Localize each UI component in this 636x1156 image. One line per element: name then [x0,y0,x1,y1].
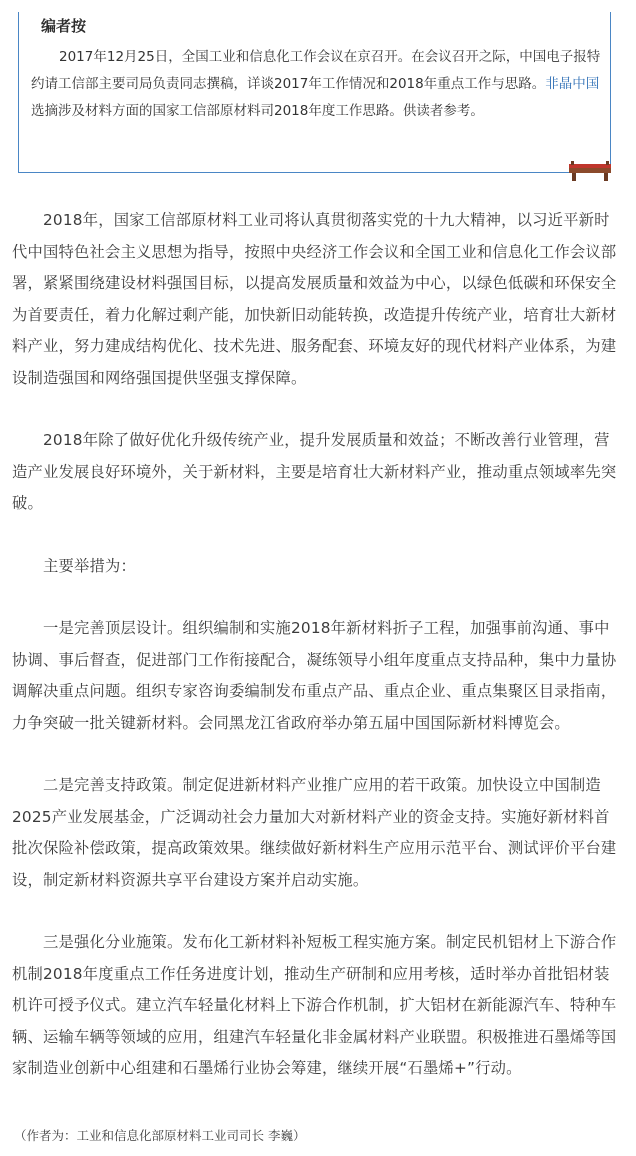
paragraph-measure-1: 一是完善顶层设计。组织编制和实施2018年新材料折子工程，加强事前沟通、事中协调、事后督查，促进部门工作衔接配合，凝练领导小组年度重点支持品种，集中力量协调解决重点问题。组织专家咨询委编制发布重点产品、重点企业、重点集聚区目录指南，力争突破一批关键新材料。会同黑龙江省政府举办第五届中国国际新材料博览会。 [12,619,617,732]
paragraph-intro: 2018年，国家工信部原材料工业司将认真贯彻落实党的十九大精神，以习近平新时代中国特色社会主义思想为指导，按照中央经济工作会议和全国工业和信息化工作会议部署，紧紧围绕建设材料强国目标，以提高发展质量和效益为中心，以绿色低碳和环保安全为首要责任，着力化解过剩产能，加快新旧动能转换，改造提升传统产业，培育壮大新材料产业，努力建成结构优化、技术先进、服务配套、环境友好的现代材料产业体系，为建设制造强国和网络强国提供坚强支撑保障。 [12,211,617,387]
author-credit: （作者为：工业和信息化部原材料工业司司长 李巍） [14,1128,306,1143]
paragraph-summary: 2018年除了做好优化升级传统产业，提升发展质量和效益；不断改善行业管理，营造产业发展良好环境外，关于新材料，主要是培育壮大新材料产业，推动重点领域率先突破。 [12,431,617,512]
editor-note-text [31,44,603,125]
article-body [12,205,624,1085]
bench-icon [568,161,612,181]
editor-note-text-before: 2017年12月25日，全国工业和信息化工作会议在京召开。在会议召开之际，中国电子报特约请工信部主要司局负责同志撰稿，详谈2017年工作情况和2018年重点工作与思路。 [31,49,601,92]
editor-note-highlight-link[interactable]: 非晶中国 [545,76,600,92]
paragraph-measures-heading: 主要举措为： [43,556,136,575]
paragraph-measure-2: 二是完善支持政策。制定促进新材料产业推广应用的若干政策。加快设立中国制造2025产业发展基金，广泛调动社会力量加大对新材料产业的资金支持。实施好新材料首批次保险补偿政策，提高政策效果。继续做好新材料生产应用示范平台、测试评价平台建设，制定新材料资源共享平台建设方案并启动实施。 [12,776,617,889]
editor-note-title: 编者按 [41,17,87,35]
editor-note-box [18,12,611,173]
editor-note-text-after: 选摘涉及材料方面的国家工信部原材料司2018年度工作思路。供读者参考。 [31,103,484,119]
paragraph-measure-3: 三是强化分业施策。发布化工新材料补短板工程实施方案。制定民机铝材上下游合作机制2018年度重点工作任务进度计划，推动生产研制和应用考核，适时举办首批铝材装机许可授予仪式。建立汽车轻量化材料上下游合作机制，扩大铝材在新能源汽车、特种车辆、运输车辆等领域的应用，组建汽车轻量化非金属材料产业联盟。积极推进石墨烯等国家制造业创新中心组建和石墨烯行业协会筹建，继续开展“石墨烯+”行动。 [12,933,617,1077]
